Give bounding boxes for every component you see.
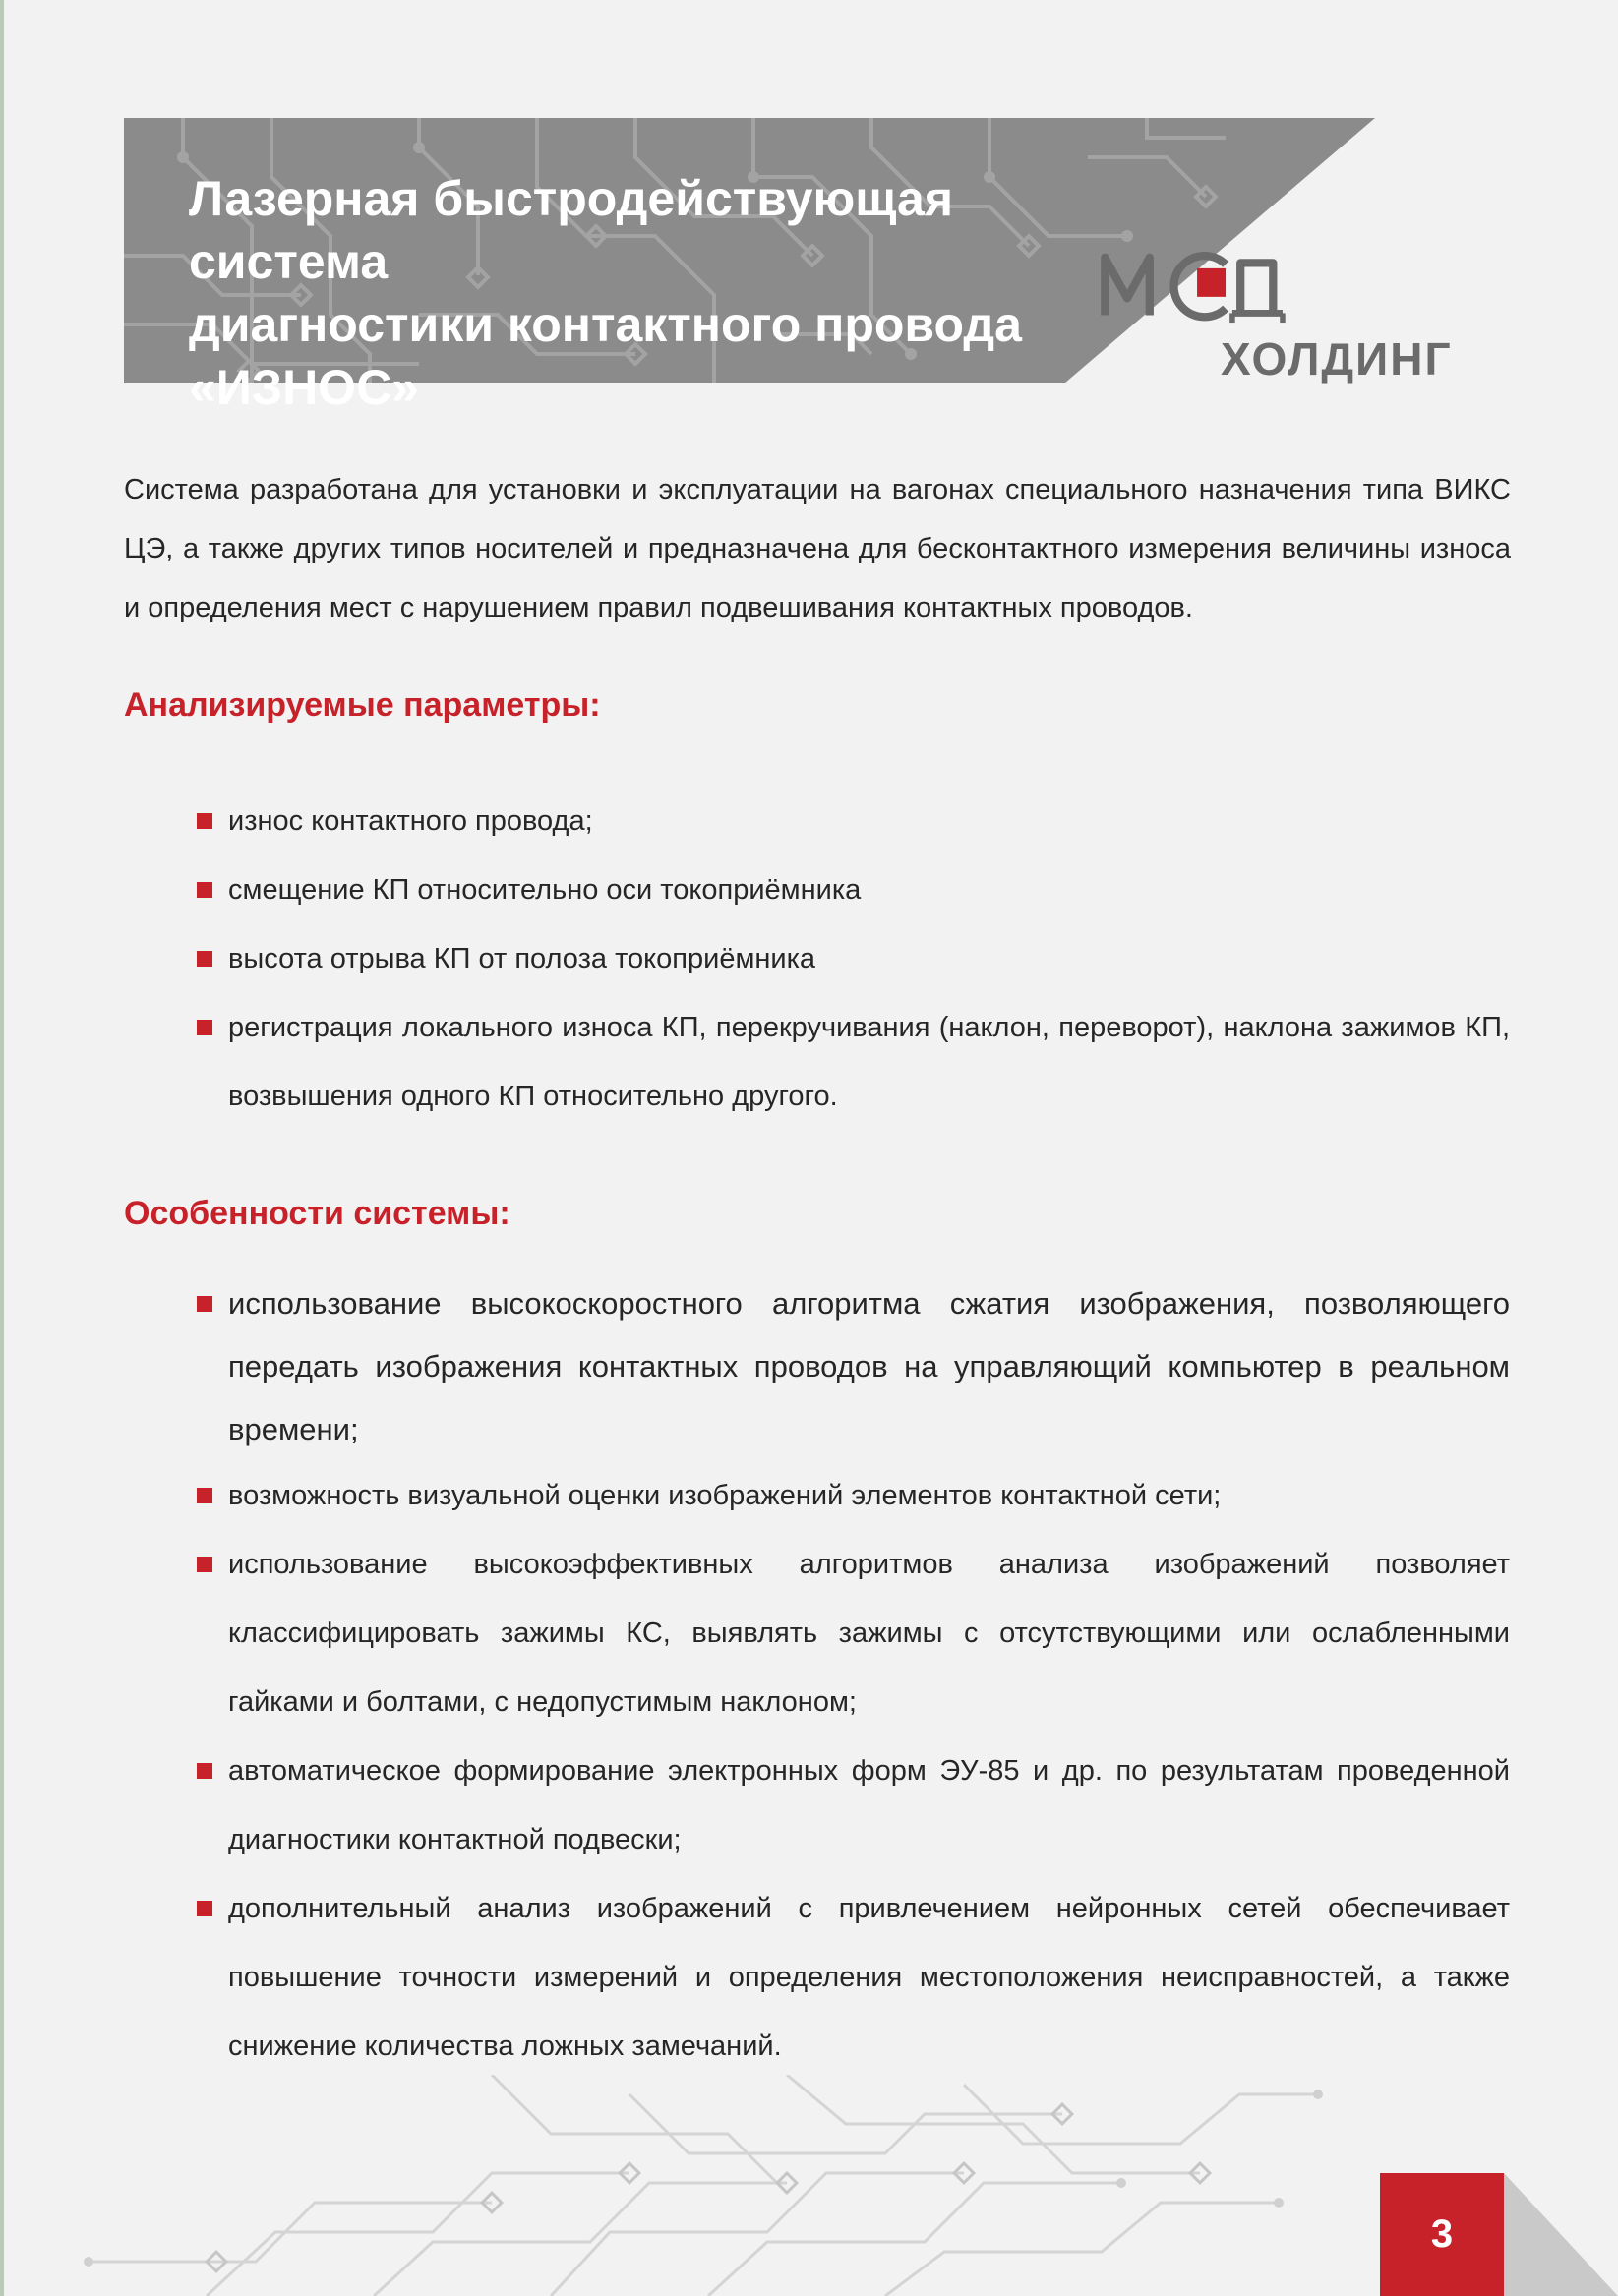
footer-circuit-decoration <box>79 2075 1377 2296</box>
logo-wordmark <box>1097 222 1293 340</box>
list-item-text: износ контактного провода; <box>228 805 593 837</box>
page-edge-line <box>0 0 4 2296</box>
list-item <box>228 1737 1510 1874</box>
list-item-text: регистрация локального износа КП, перекручивания (наклон, переворот), наклона зажимов КП, возвышения одного КП относительно другого. <box>228 1012 1510 1112</box>
bullet-square-icon <box>197 1763 212 1779</box>
list-item-text: использование высокоскоростного алгоритма сжатия изображения, позволяющего передать изображения контактных проводов на управляющий компьютер в реальном времени; <box>228 1286 1510 1446</box>
page-corner-fold <box>1504 2173 1618 2296</box>
list-item <box>228 1461 1510 1530</box>
logo-subtitle: ХОЛДИНГ <box>1221 333 1453 384</box>
bullet-square-icon <box>197 813 212 829</box>
intro-paragraph: Система разработана для установки и эксплуатации на вагонах специального назначения типа ВИКС ЦЭ, а также других типов носителей и предназначена для бесконтактного измерения величины износа и определения мест с нарушением правил подвешивания контактных проводов. <box>124 474 1511 623</box>
bullet-square-icon <box>197 1020 212 1035</box>
list-item <box>228 1874 1510 2081</box>
bullet-square-icon <box>197 1901 212 1916</box>
bullet-square-icon <box>197 1296 212 1312</box>
list-item-text: высота отрыва КП от полоза токоприёмника <box>228 943 816 974</box>
features-heading: Особенности системы: <box>124 1195 510 1232</box>
list-item <box>228 993 1510 1131</box>
company-logo <box>1097 222 1490 389</box>
params-heading: Анализируемые параметры: <box>124 686 601 724</box>
bullet-square-icon <box>197 1557 212 1572</box>
page-title <box>189 167 1074 419</box>
bullet-square-icon <box>197 951 212 967</box>
list-item-text: дополнительный анализ изображений с привлечением нейронных сетей обеспечивает повышение точности измерений и определения местоположения неисправностей, а также снижение количества ложных замечаний. <box>228 1893 1510 2062</box>
bullet-square-icon <box>197 882 212 898</box>
list-item <box>228 1272 1510 1461</box>
features-list <box>228 1272 1510 2081</box>
list-item-text: возможность визуальной оценки изображений элементов контактной сети; <box>228 1480 1222 1511</box>
list-item-text: использование высокоэффективных алгоритмов анализа изображений позволяет классифицировать зажимы КС, выявлять зажимы с отсутствующими или ослабленными гайками и болтами, с недопустимым наклоном; <box>228 1549 1510 1718</box>
params-list <box>228 787 1510 1131</box>
list-item <box>228 787 1510 855</box>
title-line-3: «ИЗНОС» <box>189 360 419 415</box>
title-line-1: Лазерная быстродействующая система <box>189 171 954 289</box>
list-item <box>228 924 1510 993</box>
list-item-text: смещение КП относительно оси токоприёмника <box>228 874 862 906</box>
title-line-2: диагностики контактного провода <box>189 297 1022 352</box>
bullet-square-icon <box>197 1488 212 1503</box>
list-item <box>228 855 1510 924</box>
page-number: 3 <box>1380 2173 1504 2296</box>
list-item-text: автоматическое формирование электронных форм ЭУ-85 и др. по результатам проведенной диагностики контактной подвески; <box>228 1755 1510 1855</box>
list-item <box>228 1530 1510 1737</box>
